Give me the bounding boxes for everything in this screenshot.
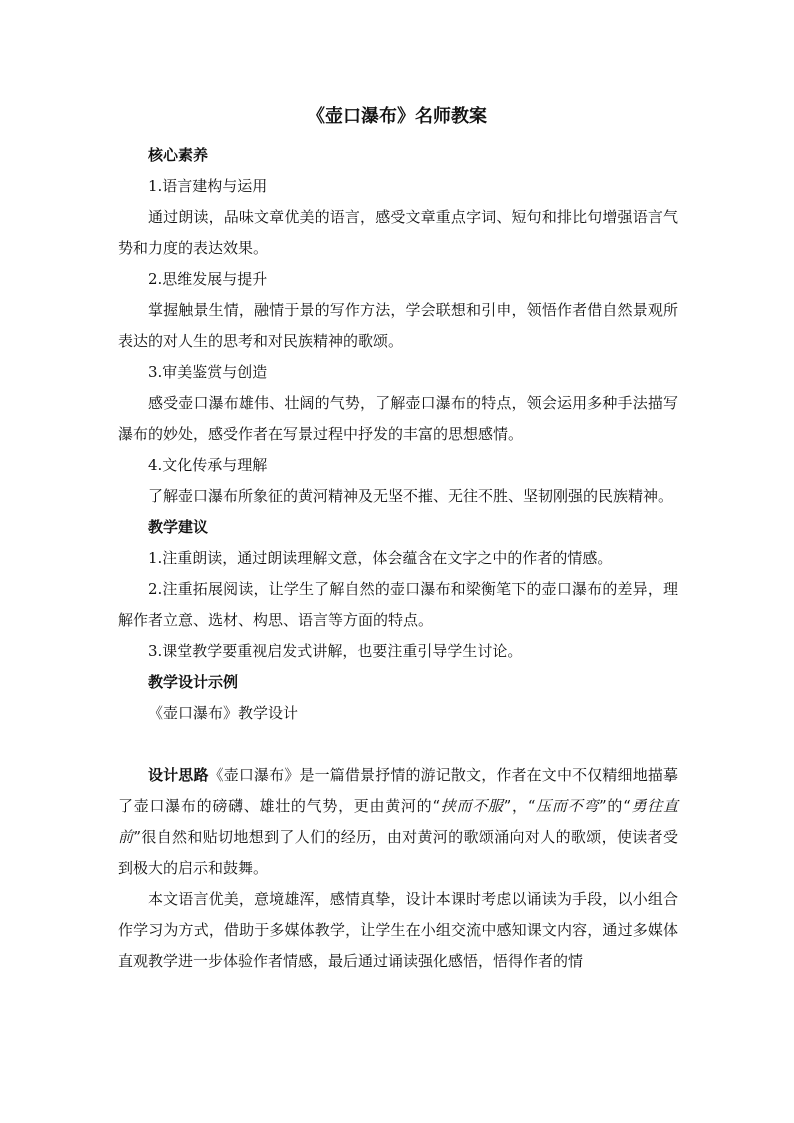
core-item-3-text: 感受壶口瀑布雄伟、壮阔的气势，了解壶口瀑布的特点，领会运用多种手法描写瀑布的妙处，感受作者在写景过程中抒发的丰富的思想感情。 xyxy=(118,394,678,443)
design-text-1: 《壶口瀑布》是一篇借景抒情的游记散文，作者在文中不仅精细地描摹了壶口瀑布的磅礴、雄壮的气势，更由黄河的“ xyxy=(118,766,678,815)
suggestion-item-2: 2.注重拓展阅读，让学生了解自然的壶口瀑布和梁衡笔下的壶口瀑布的差异，理解作者立意、选材、构思、语言等方面的特点。 xyxy=(118,580,678,629)
design-label: 设计思路 xyxy=(148,766,209,784)
blank-line xyxy=(118,729,678,760)
section-heading-example: 教学设计示例 xyxy=(148,673,239,691)
design-paragraph-2: 本文语言优美，意境雄浑，感情真挚，设计本课时考虑以诵读为手段，以小组合作学习为方式，借助于多媒体教学，让学生在小组交流中感知课文内容，通过多媒体直观教学进一步体验作者情感，最后通过诵读强化感悟，悟得作者的情 xyxy=(118,890,678,970)
design-paragraph-1 xyxy=(118,760,678,884)
document-body xyxy=(118,140,678,977)
suggestion-item-1: 1.注重朗读，通过朗读理解文意，体会蕴含在文字之中的作者的情感。 xyxy=(148,549,613,567)
design-text-2: ”，“ xyxy=(503,797,536,815)
design-quote-1: 挟而不服 xyxy=(440,797,504,815)
core-item-4-text: 了解壶口瀑布所象征的黄河精神及无坚不摧、无往不胜、坚韧刚强的民族精神。 xyxy=(148,487,674,505)
core-item-1-title: 1.语言建构与运用 xyxy=(148,177,268,195)
section-heading-core: 核心素养 xyxy=(148,146,209,164)
core-item-2-title: 2.思维发展与提升 xyxy=(148,270,268,288)
core-item-4-title: 4.文化传承与理解 xyxy=(148,456,268,474)
core-item-1-text: 通过朗读，品味文章优美的语言，感受文章重点字词、短句和排比句增强语言气势和力度的表达效果。 xyxy=(118,208,678,257)
core-item-3-title: 3.审美鉴赏与创造 xyxy=(148,363,268,381)
suggestion-item-3: 3.课堂教学要重视启发式讲解，也要注重引导学生讨论。 xyxy=(148,642,523,660)
core-item-2-text: 掌握触景生情，融情于景的写作方法，学会联想和引申，领悟作者借自然景观所表达的对人生的思考和对民族精神的歌颂。 xyxy=(118,301,678,350)
design-text-3: ”的“ xyxy=(599,797,631,815)
section-heading-suggestions: 教学建议 xyxy=(148,518,209,536)
design-quote-2: 压而不弯 xyxy=(535,797,600,815)
design-text-4: ”很自然和贴切地想到了人们的经历，由对黄河的歌颂涌向对人的歌颂，使读者受到极大的启示和鼓舞。 xyxy=(118,828,678,877)
design-quote-3: 勇往直前 xyxy=(118,797,678,846)
page-title: 《壶口瀑布》名师教案 xyxy=(307,106,487,127)
example-subtitle: 《壶口瀑布》教学设计 xyxy=(148,704,299,722)
